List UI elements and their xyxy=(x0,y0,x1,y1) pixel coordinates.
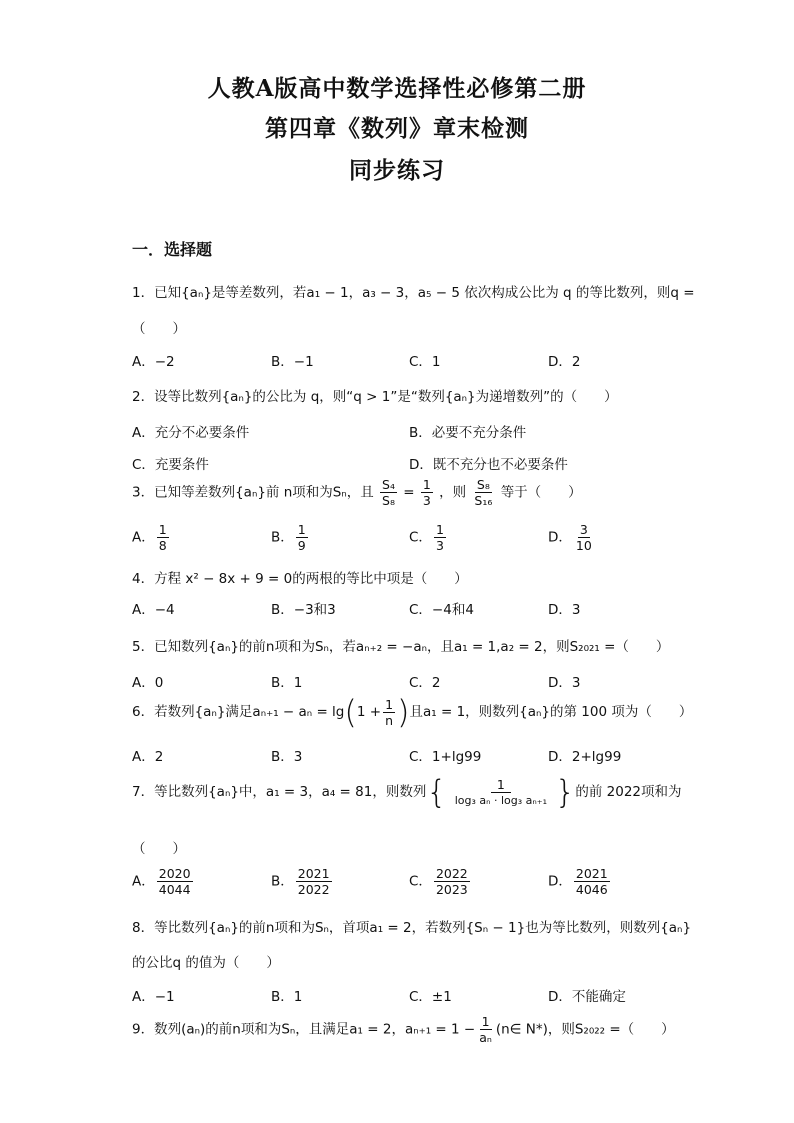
denominator: 9 xyxy=(297,538,306,553)
fraction xyxy=(449,777,553,808)
q3-option-d xyxy=(548,522,596,553)
q7-option-a xyxy=(132,866,195,897)
q6-option-b: B．3 xyxy=(271,749,303,765)
fraction xyxy=(574,522,594,553)
q1-option-c: C．1 xyxy=(409,354,441,370)
question-2: 2．设等比数列{aₙ}的公比为 q，则“q > 1”是“数列{aₙ}为递增数列”的（ ） xyxy=(132,389,618,405)
fraction xyxy=(296,522,308,553)
numerator: 1 xyxy=(385,696,394,712)
question-5: 5．已知数列{aₙ}的前n项和为Sₙ，若aₙ₊₂ = −aₙ，且a₁ = 1,a₂ = 2，则S₂₀₂₁ =（ ） xyxy=(132,639,670,655)
q9-text-pre: 9．数列(aₙ)的前n项和为Sₙ，且满足a₁ = 2，aₙ₊₁ = 1 − xyxy=(132,1021,476,1038)
q3-option-c xyxy=(409,522,448,553)
numerator: S₄ xyxy=(382,477,395,492)
fraction xyxy=(157,522,169,553)
numerator: 1 xyxy=(481,1014,490,1029)
question-4: 4．方程 x² − 8x + 9 = 0的两根的等比中项是（ ） xyxy=(132,571,468,587)
q1-option-a: A．−2 xyxy=(132,354,175,370)
denominator: 2023 xyxy=(435,882,468,897)
q5-option-d: D．3 xyxy=(548,675,581,691)
left-paren: ( xyxy=(344,693,357,731)
doc-title: 人教A版高中数学选择性必修第二册 xyxy=(207,75,587,102)
denominator: 2022 xyxy=(297,882,330,897)
option-letter: B． xyxy=(271,529,294,546)
question-7 xyxy=(132,773,682,811)
brace-group xyxy=(426,773,576,811)
question-9 xyxy=(132,1014,675,1045)
chapter-title: 第四章《数列》章末检测 xyxy=(265,115,529,142)
q7-option-c xyxy=(409,866,472,897)
q1-option-b: B．−1 xyxy=(271,354,314,370)
equals-sign: = xyxy=(403,484,415,501)
option-letter: C． xyxy=(409,873,432,890)
question-7-paren: （ ） xyxy=(132,841,186,857)
option-letter: B． xyxy=(271,873,294,890)
fraction xyxy=(472,477,494,508)
fraction xyxy=(380,477,397,508)
q3-text-post: 等于（ ） xyxy=(500,484,582,501)
option-letter: D． xyxy=(548,873,572,890)
q7-option-d xyxy=(548,866,612,897)
option-letter: A． xyxy=(132,529,155,546)
numerator: S₈ xyxy=(476,477,490,492)
q6-text-post: 且a₁ = 1，则数列{aₙ}的第 100 项为（ ） xyxy=(409,704,693,720)
denominator: 3 xyxy=(435,538,444,553)
option-letter: A． xyxy=(132,873,155,890)
question-3 xyxy=(132,477,582,508)
q4-option-d: D．3 xyxy=(548,602,581,618)
q7-text-post: 的前 2022项和为 xyxy=(575,784,682,800)
denominator: aₙ xyxy=(479,1030,492,1045)
question-1: 1．已知{aₙ}是等差数列，若a₁ − 1，a₃ − 3，a₅ − 5 依次构成公比为 q 的等比数列，则q = xyxy=(132,285,695,301)
q3-text-mid: ，则 xyxy=(439,484,467,501)
numerator: 1 xyxy=(435,522,444,537)
q3-option-a xyxy=(132,522,171,553)
q5-option-b: B．1 xyxy=(271,675,303,691)
fraction xyxy=(434,522,446,553)
q7-option-b xyxy=(271,866,334,897)
q6-text-pre: 6．若数列{aₙ}满足aₙ₊₁ − aₙ = lg xyxy=(132,704,345,720)
q2-option-b: B．必要不充分条件 xyxy=(409,425,527,441)
numerator: 2021 xyxy=(575,866,608,881)
q8-option-d: D．不能确定 xyxy=(548,989,626,1005)
denominator: 10 xyxy=(575,538,592,553)
numerator: 1 xyxy=(158,522,167,537)
q6-option-c: C．1+lg99 xyxy=(409,749,482,765)
denominator: 3 xyxy=(422,493,431,508)
fraction xyxy=(574,866,610,897)
q3-option-b xyxy=(271,522,310,553)
q8-option-c: C．±1 xyxy=(409,989,452,1005)
fraction xyxy=(477,1014,494,1045)
q7-text-pre: 7．等比数列{aₙ}中，a₁ = 3，a₄ = 81，则数列 xyxy=(132,784,427,800)
fraction xyxy=(157,866,193,897)
denominator: 8 xyxy=(158,538,167,553)
numerator: 1 xyxy=(491,777,511,793)
denominator: S₁₆ xyxy=(474,493,493,508)
q6-option-a: A．2 xyxy=(132,749,164,765)
q2-option-c: C．充要条件 xyxy=(132,457,209,473)
q9-text-post: (n∈ N*)，则S₂₀₂₂ =（ ） xyxy=(495,1021,675,1038)
left-brace: { xyxy=(426,773,447,811)
numerator: 2022 xyxy=(435,866,468,881)
question-8-line2: 的公比q 的值为（ ） xyxy=(132,955,280,971)
doc-subtitle: 同步练习 xyxy=(349,157,445,184)
numerator: 2021 xyxy=(297,866,330,881)
denominator: log₃ aₙ · log₃ aₙ₊₁ xyxy=(454,793,548,807)
q3-text-pre: 3．已知等差数列{aₙ}前 n项和为Sₙ，且 xyxy=(132,484,374,501)
option-letter: D． xyxy=(548,529,572,546)
section-heading: 一．选择题 xyxy=(132,240,213,259)
numerator: 3 xyxy=(579,522,588,537)
denominator: n xyxy=(385,712,393,728)
q8-option-a: A．−1 xyxy=(132,989,175,1005)
q2-option-a: A．充分不必要条件 xyxy=(132,425,250,441)
question-1-paren: （ ） xyxy=(132,321,186,337)
denominator: S₈ xyxy=(382,493,395,508)
right-brace: } xyxy=(555,773,576,811)
option-letter: C． xyxy=(409,529,432,546)
q4-option-c: C．−4和4 xyxy=(409,602,474,618)
denominator: 4044 xyxy=(158,882,191,897)
q5-option-c: C．2 xyxy=(409,675,441,691)
right-paren: ) xyxy=(397,693,410,731)
denominator: 4046 xyxy=(575,882,608,897)
numerator: 1 xyxy=(422,477,431,492)
q4-option-b: B．−3和3 xyxy=(271,602,336,618)
numerator: 2020 xyxy=(158,866,191,881)
q6-inner: 1 + xyxy=(356,704,382,720)
q5-option-a: A．0 xyxy=(132,675,164,691)
fraction xyxy=(296,866,332,897)
q2-option-d: D．既不充分也不必要条件 xyxy=(409,457,568,473)
fraction xyxy=(434,866,470,897)
question-6 xyxy=(132,693,693,731)
question-8: 8．等比数列{aₙ}的前n项和为Sₙ，首项a₁ = 2，若数列{Sₙ − 1}也为等比数列，则数列{aₙ} xyxy=(132,920,692,936)
q8-option-b: B．1 xyxy=(271,989,303,1005)
q4-option-a: A．−4 xyxy=(132,602,175,618)
q6-option-d: D．2+lg99 xyxy=(548,749,622,765)
paren-group xyxy=(344,693,410,731)
q1-option-d: D．2 xyxy=(548,354,581,370)
fraction xyxy=(421,477,433,508)
numerator: 1 xyxy=(297,522,306,537)
fraction xyxy=(383,697,395,728)
